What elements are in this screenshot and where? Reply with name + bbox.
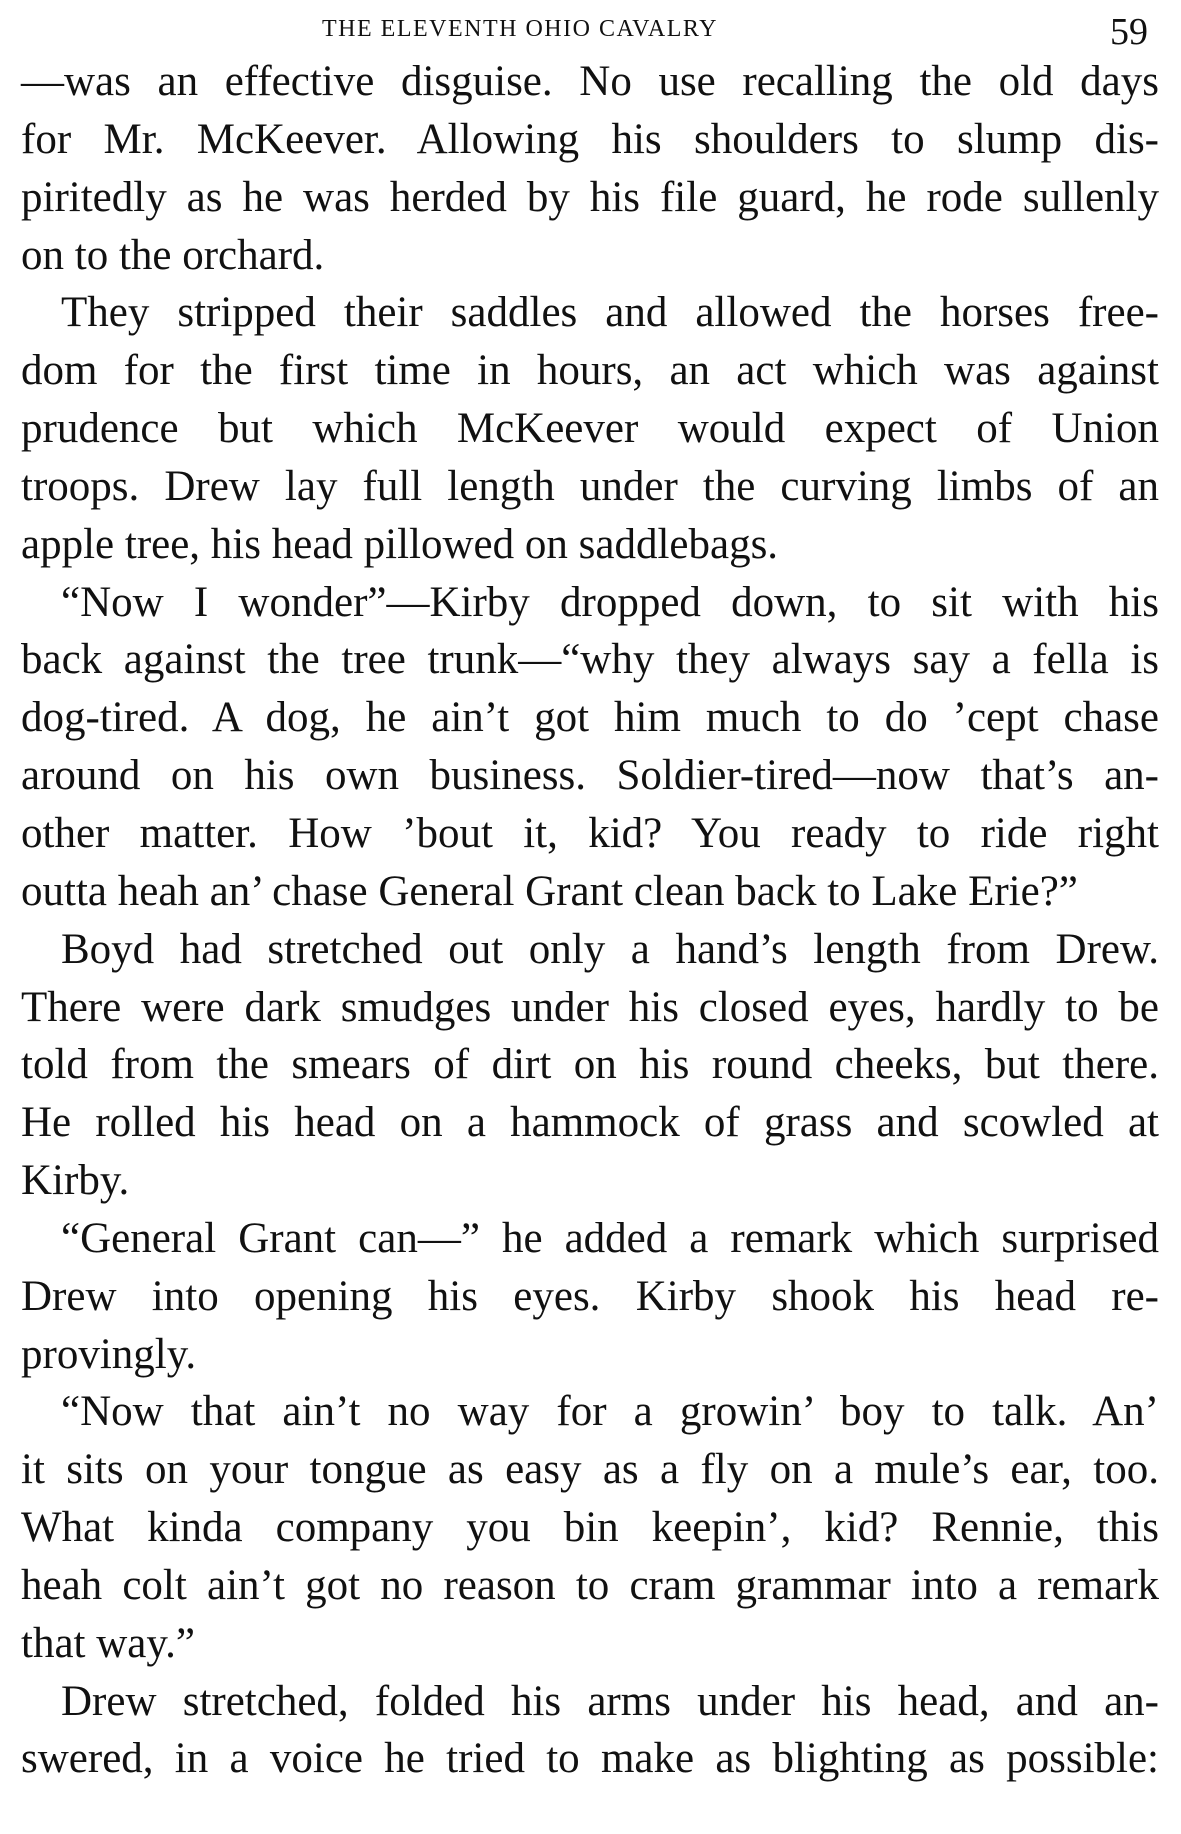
text-line: troops. Drew lay full length under the curving limbs of an [21,462,1159,510]
text-line: heah colt ain’t got no reason to cram grammar into a remark [21,1561,1159,1609]
text-line: There were dark smudges under his closed eyes, hardly to be [21,983,1159,1031]
page-number: 59 [1110,11,1148,53]
text-line: apple tree, his head pillowed on saddlebags. [21,520,779,568]
text-line: it sits on your tongue as easy as a fly on a mule’s ear, too. [21,1446,1159,1494]
text-line: Drew into opening his eyes. Kirby shook his head re- [21,1272,1159,1320]
text-line: They stripped their saddles and allowed the horses free- [61,289,1159,337]
text-line: that way.” [21,1619,195,1667]
text-line: prudence but which McKeever would expect of Union [21,405,1159,453]
text-line: What kinda company you bin keepin’, kid? Rennie, this [21,1504,1159,1552]
body-text [21,53,1159,1788]
text-line: He rolled his head on a hammock of grass and scowled at [21,1099,1159,1147]
page-header [0,0,1181,60]
text-line: outta heah an’ chase General Grant clean back to Lake Erie?” [21,867,1078,915]
text-line: on to the orchard. [21,231,325,279]
text-line: dog-tired. A dog, he ain’t got him much to do ’cept chase [21,694,1159,742]
text-line: —was an effective disguise. No use recalling the old days [21,58,1159,105]
text-line: “Now I wonder”—Kirby dropped down, to sit with his [61,578,1159,626]
text-line: swered, in a voice he tried to make as blighting as possible: [21,1735,1159,1783]
text-line: other matter. How ’bout it, kid? You ready to ride right [21,809,1159,857]
text-line: Boyd had stretched out only a hand’s length from Drew. [61,925,1159,973]
running-title: THE ELEVENTH OHIO CAVALRY [322,16,718,42]
text-line: Kirby. [21,1157,130,1205]
text-line: provingly. [21,1330,197,1378]
text-line: dom for the first time in hours, an act which was against [21,347,1159,395]
text-line: back against the tree trunk—“why they always say a fella is [21,636,1159,684]
text-line: for Mr. McKeever. Allowing his shoulders to slump dis- [21,115,1159,163]
text-line: told from the smears of dirt on his round cheeks, but there. [21,1041,1159,1089]
text-line: “Now that ain’t no way for a growin’ boy to talk. An’ [61,1388,1159,1436]
text-line: Drew stretched, folded his arms under his head, and an- [61,1677,1159,1725]
text-line: “General Grant can—” he added a remark which surprised [61,1214,1159,1262]
text-line: piritedly as he was herded by his file guard, he rode sullenly [21,173,1159,221]
text-line: around on his own business. Soldier-tired—now that’s an- [21,752,1159,800]
